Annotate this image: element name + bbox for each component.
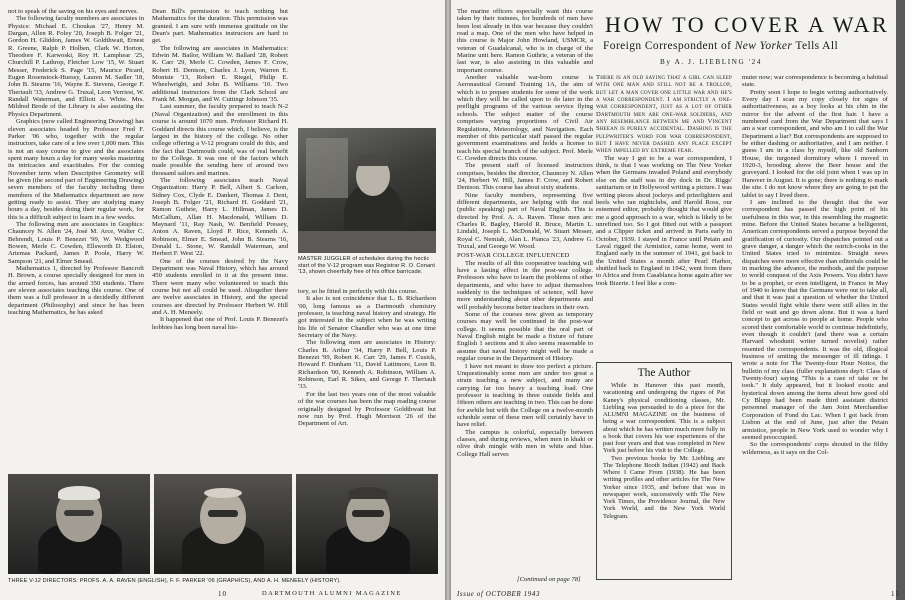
paragraph: The present staff of licensed instructors comprises, besides the director, Chauncey N. Allen '24, Herbert W. Hill, James F. Crow, and Robert Denison. This course has about sixty students. [457,162,593,192]
article-paragraph [596,74,732,155]
paragraph: Another valuable war-born course is Aeronautical Ground Training 1A, the aim of which is to prepare students for some of the work which they will be called upon to do later in the preflight programs of the various service flying schools. The subject matter of the course comprises varying proportions of Civil Air Regulations, Meteorology, and Navigation. Each member of this particular staff passed the regular government examinations and holds a license to teach his special branch of the subject. Prof. Merle C. Cowden directs this course. [457,74,593,162]
registrar-photo [298,128,436,253]
paragraph: It happened that one of Prof. Louis P. Benezet's hobbies has long been naval his- [152,316,288,331]
sidebar-paragraph: Two previous books by Mr. Liebling are The Telephone Booth Indian (1942) and Back Where I Came From (1938). He has been writing profiles and other articles for The New Yorker since 1935, and before that was in newspaper work, successively with The New York Times, the Providence Journal, the New York World, and the New York World Telegram. [603,454,725,520]
director-photo-raven [8,474,150,574]
section-heading: POST-WAR COLLEGE INFLUENCED [457,252,570,260]
page-number-right: 11 [891,590,900,598]
dek-publication: New Yorker [734,40,793,52]
director-photo-parker [154,474,292,574]
paragraph: tory, so he fitted in perfectly with this course. [298,288,418,295]
paragraph: I have not meant to draw too perfect a picture. Unquestionably some men are under too great a strain teaching a new subject, and many are carrying far too heavy a teaching load. One professor is teaching in three outside fields and fifteen others are teaching in two. This can be done for awhile but with the College on a twelve-month schedule some of these men will certainly have to have relief. [457,362,593,429]
article-column-1 [596,74,732,359]
registrar-photo-caption: MASTER JUGGLER of schedules during the hectic start of the V-12 program was Registrar R. O. Conant '13, shown cheerfully free of his office barricade. [298,256,436,276]
paragraph: Some of the courses now given as temporary courses may well be continued in the post-war college. It seems possible that the oral part of Naval English might be made a fixture of future English 1 sections and it also seems reasonable to assume that naval history might well be made a regular course in the Department of History. [457,311,593,363]
paragraph: The following are associates in Mathematics: Edwin M. Bailor, William W. Ballard '28, Robert K. Carr '29, Merle C. Cowden, James F. Crow, Robert H. Denison, Charles J. Lyon, Warren E. Montsie '13, Robert E. Riegel, Philip E. Wheelwright, and John B. Williams '10. Two additional instructors from the Clark School are Frank M. Morgan, and W. Cuttingr Johnson '35. [152,44,288,104]
left-column-3 [298,288,436,478]
paragraph: Graphics (now called Engineering Drawing) has eleven associates headed by Professor Fred F. Parker '06 who, together with the regular instructors, take care of a few over 1,000 men. This is not an easy course to give and the associates spent many hours a day for many weeks mastering its intricacies and exactitudes. For the coming November term when Descriptive Geometry will be given (the second part of Engineering Drawing) seven members of the faculty including three members of the Mathematics department are now getting ready to assist. They are studying many hours a day, besides doing their regular work, for this is a difficult subject to learn in a few weeks. [8,118,144,221]
right-column-1 [457,8,593,574]
paragraph: The following faculty members are associates in Physics: Michael E. Choukas '27, Henry M. Dargan, Allen R. Foley '20, Joseph B. Folger '21, Gordon H. Gliddon, James W. Goldthwait, Ernest R. Greene, Ralph P. Holben, Clark W. Horton, Theodore F. Karwoski, Roy H. Lamphear '25, Churchill P. Lathrop, Fletcher Low '15, W. Stuart Messer, Frederick S. Page '15, Maurice Picard, Eugen Rosenstock-Huessy, Lauren M. Sadler '18, John B. Stearns '16, Wayne E. Stevens, George F. Theriault '33, Andrew G. Truxal, Leon Verriest, W. Randall Waterman, and Elliott A. White. Mrs. Mildred Brode of the Library is also assisting the Physics Department. [8,15,144,118]
article-lead-text: There is an old saying that a girl can sleep with one man and still not be a trollop, but let a man cover one little war and he's a war correspondent. I am strictly a one-war correspondent, just as a lot of other Dartmouth men are one-war soldiers, and any resemblance between me and Vincent Sheean is purely accidental. Dashing is the pulpwriter's word for war correspondent, but I have never dashed any place except when impelled by extreme fear. [596,74,732,155]
paragraph: not to speak of the saving on his eyes and nerves. [8,8,139,15]
paragraph: The following men are associates in Graphics: Chauncey N. Allen '24, José M. Arce, Walter C. Behrendt, Louis P. Benezet '99, W. Wedgwood Bowen, Merle C. Cowden, Ellsworth D. Elston, Artemas Packard, James P. Poole, Harry W. Sampson '21, and Elmer Smead. [8,220,144,265]
director-photo-meneely [296,474,438,574]
author-sidebar [596,362,732,580]
article-column-2 [742,74,888,580]
article-headline: HOW TO COVER A WAR [605,12,890,37]
left-column-1 [8,8,144,472]
dek-text-end: Tells All [792,40,839,52]
paragraph: The results of all this cooperative teaching will have a lasting effect in the post-war college. Professors who have to learn the problems of other departments, and who have to adjust themselves suddenly to the techniques of science, will have more understanding about other departments and will probably become better teachers in their own. [457,259,593,311]
sidebar-paragraph: While in Hanover this past month, vacationing and undergoing the rigors of Pat Kaney's physical conditioning classes, Mr. Liebling was persuaded to do a piece for the ALUMNI MAGAZINE on the business of being a war correspondent. This is a subject about which he has written much more fully in a book that covers his war experiences of the past four years and that was completed in New York just before his visit to the College. [603,382,725,455]
page-number-left: 10 [218,590,227,598]
left-page [0,0,445,600]
article-dek [603,40,838,52]
article-paragraph: muter now; war correspondence is becoming a habitual state. [742,74,888,89]
paragraph: The marine officers especially want this course taken by their trainees, for hundreds of men have been lost already in this war because they couldn't read a map. One of the men who have helped in this course is Major John Howland, USMCR, a veteran of Guadalcanal, who is in charge of the Marine unit here. Ramon Guthrie, a veteran of the last war, is also assisting in this valuable and important course. [457,8,593,74]
byline: By A. J. LIEBLING '24 [660,58,762,66]
paragraph: Mathematics 1, directed by Professor Bancroft H. Brown, a course specially designed for men in the armed forces, has around 350 students. There are eleven associates teaching this course. One of them was a full professor in a decidedly different department (Philosophy) and since he has been teaching Mathematics, he has asked [8,265,144,317]
article-paragraph: I am inclined to the thought that the war correspondent has passed the high point of his usefulness in this war, in this resembling the magnetic mine. Before the United States became a belligerent, American correspondents served a purpose beyond the gratification of curiosity. Our dispatches pointed out a grave danger, a danger which the ostrich-cooks in the United States tried to minimize. Straight news dispatches were more effective than editorials could be in marking the advance, the methods, and the purpose to world conquest of the Axis Powers. You didn't have to be a prophet, or even intelligent, in France in May of 1940 to know that the Germans were out to take all, and that it was just a question of whether the United States would fight while there were still allies in the field or wait and go down alone. But it was a hard concept to get across to people at home. People who scored their comfortable world to continue indefinitely, even though it couldn't (and there was a certain Harvard whodunit writer turned novelist) rather resented the correspondents. It was the old, illogical business of smiting the messenger of ill tidings. I wrote a note for The Twenty-four Hour Notice, the bulletin of my class (fuller explanations dep't: Class of Twenty-four) saying "This is a case of take or be took." It duly appeared, but it looked exotic and hysterical down among the items about how good old Cy Blupp had been made third assistant district personnel manager of the Jam Joint Merchandise Corporation of Fond du Lac. When I got back from Lisbon at the end of June, just after the Petain armistice, people in New York used to wonder why I seemed preoccupied. [742,198,888,441]
left-column-2 [152,8,288,472]
article-paragraph: Pretty soon I hope to begin writing authoritatively. Every day I scan my copy closely for signs of authoritativeness, as a boy looks at his chin in the mirror for the advent of the first hair. I have a numbered card from the War Department that says I am a war correspondent, and who am I to call the War Department a liar? But correspondents are supposed to be either dashing or authoritative, and I am neither. I guess I am in a class by myself, like old Sanborn House, the turgoned dormitory where I moved in 1920-3, brooding above the Beer house and the graveyard. I looked for the old joint when I was up in Hanover in August. It is gone; there is nothing to mark the site. I do not know where they are going to put the tablet to say I lived there. [742,88,888,199]
sidebar-title: The Author [637,367,691,379]
paragraph: Dean Bill's permission to teach nothing but Mathematics for the duration. This permission was granted. I am sure with immense gratitude on the Dean's part. Mathematics instructors are hard to get. [152,8,288,45]
paragraph: The following associates teach Naval Organization: Harry P. Bell, Albert S. Carlson, Sidney Cox, Clyde E. Dankert, Thomas J. Dent, Joseph B. Folger '21, Richard H. Goddard '21, Ramon Guthrie, Harry L. Hillman, James D. McCallum, Allan H. Macdonald, William D. Maynard '11, Ray Nash, W. Benfield Pressey, Anton A. Raven, Lloyd P. Rice, Kenneth A. Robinson, Elmer E. Smead, John B. Stearns '16, Donald L. Stone, W. Randall Waterman, and Herbert F. West '22. [152,176,288,258]
paragraph: It also is not coincidence that L. B. Richardson '00, long famous as a Dartmouth chemistry professor, is teaching naval history and strategy. He got interested in the subject when he was writing his life of Senator Chandler who was at one time Secretary of the Navy. [298,295,436,340]
paragraph: Nine faculty members, representing five different departments, are helping with the oral (public speaking) part of Naval English. This is directed by Prof. A. A. Raven. These men are: Charles R. Bagley, Harold R. Bruce, Martin L. Lindahl, Joseph L. McDonald, W. Stuart Messer, Royal C. Nemiah, Alan L. Pianca '23, Andrew G. Truxal, and George W. Wood. [457,191,593,250]
article-paragraph: So the correspondents' corps shouted in the filthy wilderness, as it says on the Col- [742,441,888,456]
continued-note: [Continued on page 78] [517,576,581,583]
paragraph: One of the courses desired by the Navy Department was Naval History, which has around 450 students enrolled in it at the present time. There were many who volunteered to teach this course but not all could be used. Altogether there are twelve associates in History, and the special courses are directed by Professor Herbert W. Hill and A. H. Meneely. [152,257,288,317]
article-paragraph: The way I got to be a war correspondent, I think, is that I was working on The New Yorker when the Germans invaded Poland and everybody else on the staff was in dry dock in Dr. Riggs' sanitarium or in Hollywood writing a picture. I was writing pieces about jockeys and prizefighters and heels who ran nightclubs, and Harold Ross, our esteemed editor, probably thought that would give me a good approach to a war, which is likely to be unrefined too. So I got fitted out with a passport and a Clipper ticket and arrived in Paris early in October, 1939. I stayed in France until Petain and Laval rigged the Armistice, came home, went to England early in the summer of 1941, got back to the United States a month after Pearl Harbor, shuttled back to England in 1942, went from there to Africa and from Casablanca home again after we took Bizerte. I feel like a com- [596,154,732,287]
paragraph: Last summer, the faculty prepared to teach N-2 (Naval Organization) and the enrollment in this course is around 1070 men. Professor Richard H. Goddard directs this course which, I believe, is the largest in the history of the college. No other college offering a V-12 program could do this, and the fact that Dartmouth could, was of real benefit to the College. It was one of the factors which made possible the sending here of around two thousand sailors and marines. [152,103,288,177]
magazine-title-footer: DARTMOUTH ALUMNI MAGAZINE [262,590,402,597]
paragraph: The campus is colorful, especially between classes, and during reviews, when men in khaki or olive drab mingle with men in white and blue. College Hall serves [457,428,593,458]
paragraph: The following men are associates in History: Charles B. Arthur '34, Harry P. Bell, Louis P. Benezet '99, Robert K. Carr '29, James F. Cusick, Howard F. Dunham '11, David Lattimore, Leon B. Richardson '00, Kenneth A. Robinson, William A. Robinson, Earl R. Sikes, and George F. Theriault '33. [298,339,436,391]
paragraph: For the last two years one of the most valuable of the war courses has been the map reading course originally designed by Professor Goldthwait but now run by Prof. Hugh Morrison '26 of the Department of Art. [298,390,436,428]
sidebar-body [603,382,725,520]
directors-caption: THREE V-12 DIRECTORS: PROFS. A. A. RAVEN (ENGLISH), F. F. PARKER '06 (GRAPHICS), AND A. H. MENEELY (HISTORY). [8,578,341,584]
issue-footer: Issue of OCTOBER 1943 [457,590,541,598]
dek-text: Foreign Correspondent of [603,40,735,52]
